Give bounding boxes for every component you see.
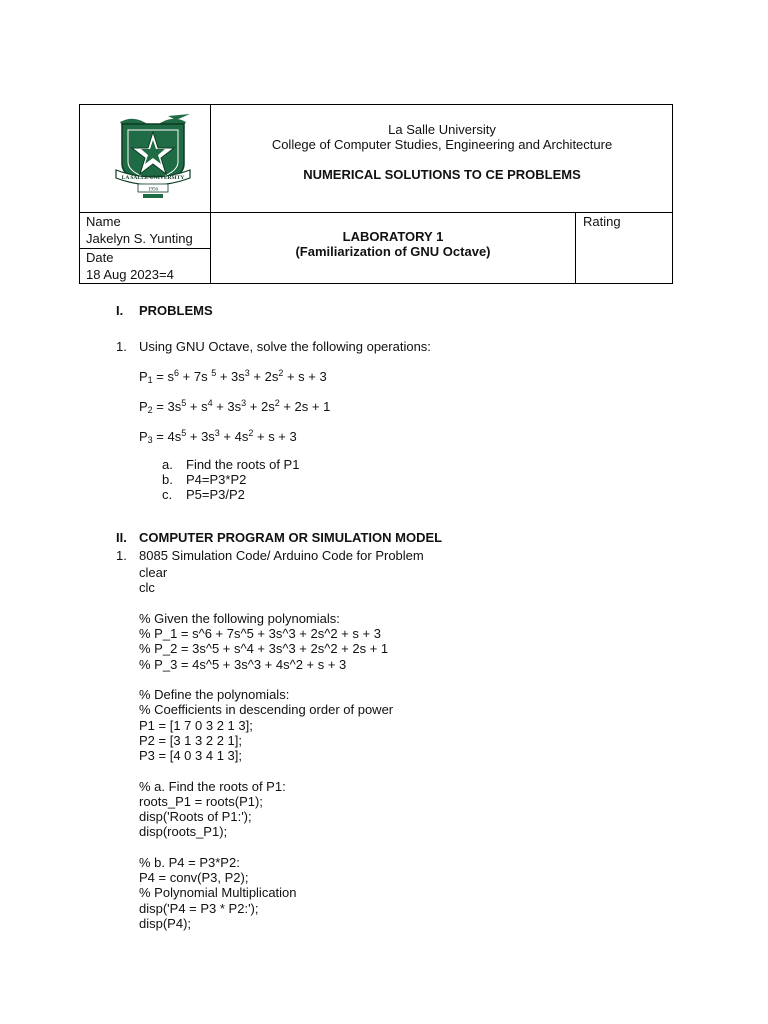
polynomial-p2: $P_2 = 3s^5 + s^4 + 3s^3 + 2s^2 + 2s + 1$: [139, 398, 331, 415]
name-label: Name: [86, 214, 121, 229]
code-line: disp(P4);: [139, 915, 192, 931]
section1-item-text: Using GNU Octave, solve the following operations:: [139, 339, 431, 354]
task-b-letter: b.: [162, 472, 173, 487]
section2-item-text: 8085 Simulation Code/ Arduino Code for Problem: [139, 548, 424, 563]
task-a-text: Find the roots of P1: [186, 457, 300, 472]
university-name: La Salle University: [388, 122, 496, 137]
name-value: Jakelyn S. Yunting: [86, 231, 193, 246]
logo-ribbon-text: LA SALLE UNIVERSITY: [121, 175, 185, 181]
table-divider-horizontal: [79, 212, 673, 213]
logo-year: 1956: [148, 187, 158, 193]
college-name: College of Computer Studies, Engineering and Architecture: [271, 137, 613, 152]
code-line: % Coefficients in descending order of power: [139, 702, 394, 718]
code-line: % Polynomial Multiplication: [139, 885, 297, 901]
university-seal-logo: [110, 112, 196, 202]
table-divider-rating: [575, 212, 576, 284]
code-line: roots_P1 = roots(P1);: [139, 793, 263, 809]
task-c-letter: c.: [162, 487, 173, 502]
section1-item-number: 1.: [116, 339, 127, 354]
code-line: [139, 840, 393, 855]
code-line: P3 = [4 0 3 4 1 3];: [139, 748, 242, 763]
code-line: P2 = [3 1 3 2 2 1];: [139, 732, 242, 748]
date-value: 18 Aug 2023=4: [86, 267, 174, 282]
section2-item-number: 1.: [116, 548, 127, 563]
code-line: P4 = conv(P3, P2);: [139, 870, 249, 885]
code-line: [139, 596, 393, 611]
polynomial-p1: $P_1 = s^6 + 7s$ $^5 + 3s^3 + 2s^2 + s + 3$: [139, 368, 327, 385]
code-line: % P_1 = s^6 + 7s^5 + 3s^3 + 2s^2 + s + 3: [139, 626, 381, 641]
course-title: NUMERICAL SOLUTIONS TO CE PROBLEMS: [303, 167, 581, 182]
table-divider-name-date: [79, 248, 211, 249]
lab-subtitle: (Familiarization of GNU Octave): [295, 244, 491, 259]
polynomial-p3: $P_3 = 4s^5 + 3s^3 + 4s^2 + s + 3$: [139, 428, 297, 445]
code-line: % P_2 = 3s^5 + s^4 + 3s^3 + 2s^2 + 2s + 1: [139, 641, 389, 657]
code-line: % Define the polynomials:: [139, 687, 290, 702]
code-line: clc: [139, 580, 155, 596]
code-line: % a. Find the roots of P1:: [139, 778, 286, 794]
task-b-text: P4=P3*P2: [186, 472, 247, 487]
section2-numeral: II.: [116, 530, 127, 545]
code-line: % Given the following polynomials:: [139, 610, 340, 626]
code-line: clear: [139, 565, 168, 580]
code-line: [139, 672, 393, 687]
code-line: [139, 763, 393, 778]
section1-numeral: I.: [116, 303, 124, 318]
lab-title: LABORATORY 1: [342, 229, 444, 244]
code-line: disp('Roots of P1:');: [139, 809, 252, 824]
code-line: disp(roots_P1);: [139, 824, 228, 840]
rating-label: Rating: [583, 214, 621, 229]
date-label: Date: [86, 250, 114, 265]
section2-title: COMPUTER PROGRAM OR SIMULATION MODEL: [139, 530, 443, 545]
code-line: % P_3 = 4s^5 + 3s^3 + 4s^2 + s + 3: [139, 656, 347, 672]
task-a-letter: a.: [162, 457, 173, 472]
code-line: P1 = [1 7 0 3 2 1 3];: [139, 717, 253, 733]
code-line: disp('P4 = P3 * P2:');: [139, 900, 259, 916]
code-line: % b. P4 = P3*P2:: [139, 854, 240, 870]
section1-title: PROBLEMS: [139, 303, 213, 318]
octave-code-block: [139, 565, 393, 931]
task-c-text: P5=P3/P2: [186, 487, 245, 502]
